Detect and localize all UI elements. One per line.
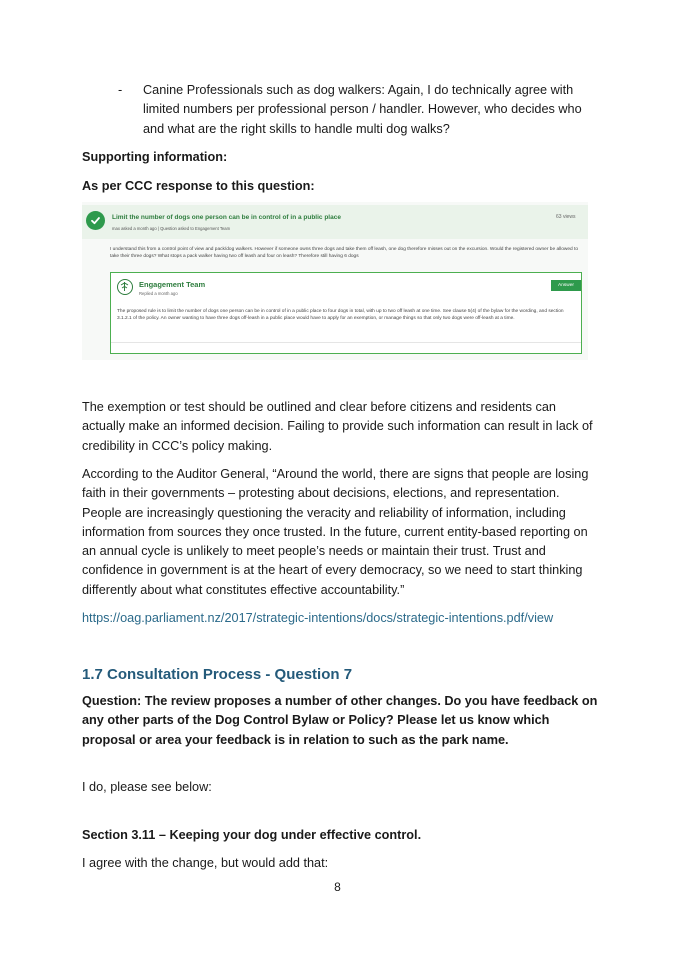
team-name: Engagement Team <box>139 280 206 289</box>
supporting-heading: Supporting information: <box>82 150 228 164</box>
bullet-dash: - <box>118 83 123 97</box>
oag-link[interactable]: https://oag.parliament.nz/2017/strategic-intentions/docs/strategic-intentions.pdf/view <box>82 611 554 625</box>
question-header <box>82 205 588 239</box>
answer-text: The proposed rule is to limit the number of dogs one person can be in control of in a public place to four dogs in total, with up to two off leash at one time. See clause 5(4) of the bylaw for the wording, and section 3.1.2.1 of the policy. An owner wanting to have three dogs off-leash in a public place would have to apply for an exemption, or manage things so that only two dogs were off-leash at a time. <box>117 309 564 322</box>
answer-card <box>110 272 582 354</box>
question-title: Limit the number of dogs one person can be in control of in a public place <box>112 214 341 221</box>
exemption-paragraph: The exemption or test should be outlined and clear before citizens and residents can actually make an informed decision. Failing to provide such information can result in lack of credibility in CCC’s policy making. <box>82 400 593 453</box>
team-meta: Replied a month ago <box>139 291 178 296</box>
team-logo-icon <box>117 279 133 295</box>
question-body: I understand this from a control point of view and pack/dog walkers. However if someone owns three dogs and take them off leash, one dog therefore misses out on the excursion. Would the registered owner be allowed to take their three dogs? What stops a pack walker having two off leash and four on leash? Therefore still having 6 dogs <box>110 247 579 260</box>
bullet-text: Canine Professionals such as dog walkers: Again, I do technically agree with limited numbers per professional person / handler. However, who decides who and what are the right skills to handle multi dog walks? <box>143 83 582 136</box>
section-heading: 1.7 Consultation Process - Question 7 <box>82 666 353 683</box>
views-count: 63 views <box>556 214 576 220</box>
page-number: 8 <box>334 880 341 894</box>
reply-text: I do, please see below: <box>82 780 212 794</box>
ccc-response-screenshot <box>82 202 588 360</box>
answer-divider <box>111 342 581 343</box>
bullet-item <box>118 81 598 139</box>
answer-badge: Answer <box>551 280 581 291</box>
question-meta: max asked a month ago | Question asked to Engagement Team <box>112 226 231 231</box>
agree-line: I agree with the change, but would add that: <box>82 856 329 870</box>
ccc-heading: As per CCC response to this question: <box>82 179 315 193</box>
question-7-text: Question: The review proposes a number of other changes. Do you have feedback on any other parts of the Dog Control Bylaw or Policy? Please let us know which proposal or area your feedback is in relation to such as the park name. <box>82 694 598 747</box>
section-3-11-heading: Section 3.11 – Keeping your dog under effective control. <box>82 828 422 842</box>
auditor-paragraph: According to the Auditor General, “Around the world, there are signs that people are losing faith in their governments – protesting about decisions, elections, and representation. People are increasingly questioning the veracity and reliability of information, including information from sources they once trusted. In the future, current entity-based reporting on an annual cycle is unlikely to meet people’s needs or maintain their trust. Trust and confidence in government is at the heart of every democracy, so we need to start thinking differently about what constitutes effective accountability.” <box>82 467 589 597</box>
check-icon <box>86 211 105 230</box>
